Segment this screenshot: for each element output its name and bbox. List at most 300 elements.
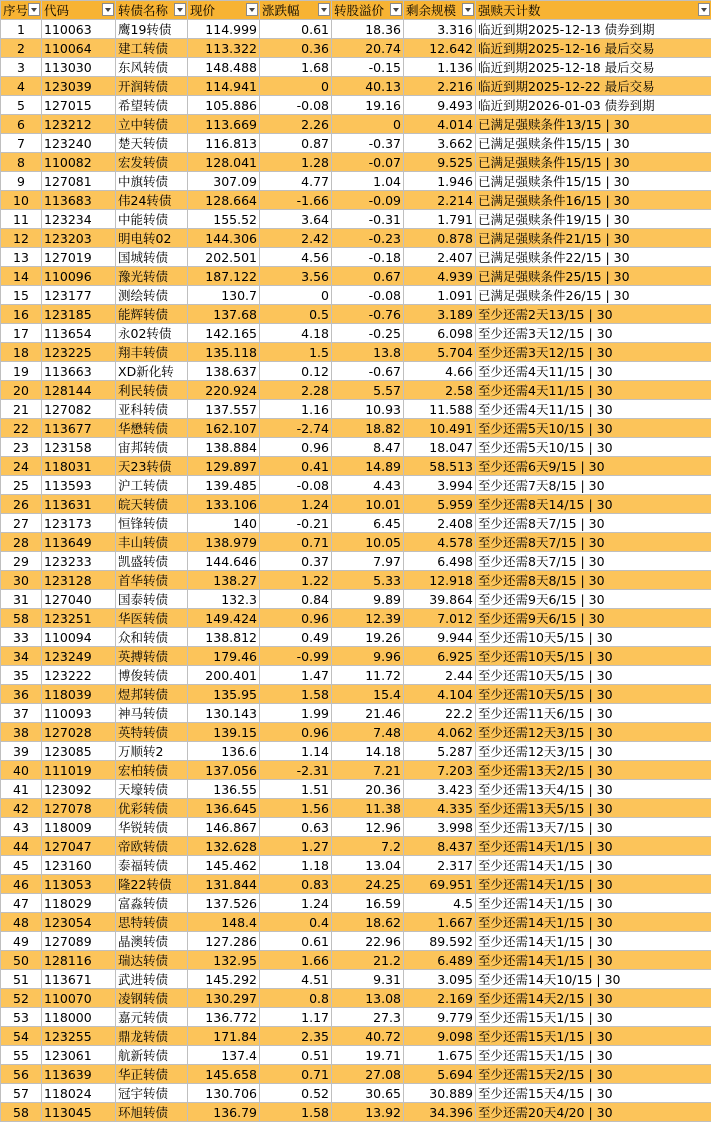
cell-remaining[interactable]: 2.44 — [404, 666, 476, 685]
cell-redeem-count[interactable]: 至少还需4天11/15 | 30 — [476, 400, 711, 419]
cell-redeem-count[interactable]: 至少还需20天4/20 | 30 — [476, 1103, 711, 1122]
cell-price[interactable]: 131.844 — [188, 875, 260, 894]
cell-premium[interactable]: 7.48 — [332, 723, 404, 742]
cell-remaining[interactable]: 6.489 — [404, 951, 476, 970]
cell-remaining[interactable]: 6.498 — [404, 552, 476, 571]
cell-remaining[interactable]: 3.423 — [404, 780, 476, 799]
cell-code[interactable]: 113631 — [42, 495, 116, 514]
cell-price[interactable]: 128.041 — [188, 153, 260, 172]
cell-code[interactable]: 127089 — [42, 932, 116, 951]
cell-price[interactable]: 202.501 — [188, 248, 260, 267]
cell-premium[interactable]: 6.45 — [332, 514, 404, 533]
cell-name[interactable]: 凌钢转债 — [116, 989, 188, 1008]
cell-price[interactable]: 135.118 — [188, 343, 260, 362]
cell-premium[interactable]: 11.38 — [332, 799, 404, 818]
cell-redeem-count[interactable]: 至少还需7天8/15 | 30 — [476, 476, 711, 495]
cell-change[interactable]: 0.49 — [260, 628, 332, 647]
cell-redeem-count[interactable]: 至少还需15天4/15 | 30 — [476, 1084, 711, 1103]
cell-remaining[interactable]: 2.169 — [404, 989, 476, 1008]
header-cell-price[interactable] — [188, 1, 260, 20]
cell-price[interactable]: 129.897 — [188, 457, 260, 476]
cell-price[interactable]: 138.637 — [188, 362, 260, 381]
cell-name[interactable]: 泰福转债 — [116, 856, 188, 875]
cell-price[interactable]: 114.941 — [188, 77, 260, 96]
cell-price[interactable]: 155.52 — [188, 210, 260, 229]
cell-price[interactable]: 145.462 — [188, 856, 260, 875]
cell-code[interactable]: 123085 — [42, 742, 116, 761]
cell-premium[interactable]: -0.15 — [332, 58, 404, 77]
cell-index[interactable]: 44 — [1, 837, 42, 856]
cell-index[interactable]: 17 — [1, 324, 42, 343]
cell-code[interactable]: 110082 — [42, 153, 116, 172]
cell-code[interactable]: 123185 — [42, 305, 116, 324]
cell-remaining[interactable]: 2.317 — [404, 856, 476, 875]
cell-index[interactable]: 26 — [1, 495, 42, 514]
cell-change[interactable]: 2.28 — [260, 381, 332, 400]
cell-index[interactable]: 21 — [1, 400, 42, 419]
cell-remaining[interactable]: 9.944 — [404, 628, 476, 647]
cell-change[interactable]: -0.21 — [260, 514, 332, 533]
cell-name[interactable]: 瑞达转债 — [116, 951, 188, 970]
cell-index[interactable]: 24 — [1, 457, 42, 476]
cell-index[interactable]: 20 — [1, 381, 42, 400]
cell-name[interactable]: 宏发转债 — [116, 153, 188, 172]
cell-index[interactable]: 49 — [1, 932, 42, 951]
cell-change[interactable]: 1.28 — [260, 153, 332, 172]
cell-premium[interactable]: 19.26 — [332, 628, 404, 647]
cell-change[interactable]: 2.26 — [260, 115, 332, 134]
cell-change[interactable]: 0.61 — [260, 20, 332, 39]
cell-name[interactable]: 华懋转债 — [116, 419, 188, 438]
cell-code[interactable]: 123158 — [42, 438, 116, 457]
cell-premium[interactable]: 14.18 — [332, 742, 404, 761]
cell-name[interactable]: 隆22转债 — [116, 875, 188, 894]
cell-redeem-count[interactable]: 临近到期2025-12-22 最后交易 — [476, 77, 711, 96]
cell-name[interactable]: 神马转债 — [116, 704, 188, 723]
header-cell-premium[interactable] — [332, 1, 404, 20]
cell-price[interactable]: 200.401 — [188, 666, 260, 685]
cell-remaining[interactable]: 1.136 — [404, 58, 476, 77]
cell-index[interactable]: 13 — [1, 248, 42, 267]
cell-redeem-count[interactable]: 至少还需3天12/15 | 30 — [476, 343, 711, 362]
cell-name[interactable]: 富淼转债 — [116, 894, 188, 913]
cell-redeem-count[interactable]: 至少还需3天12/15 | 30 — [476, 324, 711, 343]
cell-name[interactable]: 鹰19转债 — [116, 20, 188, 39]
cell-remaining[interactable]: 4.335 — [404, 799, 476, 818]
cell-code[interactable]: 118029 — [42, 894, 116, 913]
cell-change[interactable]: 1.27 — [260, 837, 332, 856]
cell-redeem-count[interactable]: 至少还需14天1/15 | 30 — [476, 894, 711, 913]
cell-remaining[interactable]: 2.58 — [404, 381, 476, 400]
cell-redeem-count[interactable]: 至少还需12天3/15 | 30 — [476, 723, 711, 742]
cell-premium[interactable]: 1.04 — [332, 172, 404, 191]
cell-price[interactable]: 130.297 — [188, 989, 260, 1008]
cell-remaining[interactable]: 9.098 — [404, 1027, 476, 1046]
cell-redeem-count[interactable]: 至少还需10天5/15 | 30 — [476, 666, 711, 685]
cell-change[interactable]: 1.51 — [260, 780, 332, 799]
cell-redeem-count[interactable]: 已满足强赎条件13/15 | 30 — [476, 115, 711, 134]
cell-price[interactable]: 220.924 — [188, 381, 260, 400]
cell-name[interactable]: 希望转债 — [116, 96, 188, 115]
cell-redeem-count[interactable]: 至少还需11天6/15 | 30 — [476, 704, 711, 723]
cell-premium[interactable]: 21.46 — [332, 704, 404, 723]
cell-premium[interactable]: 10.05 — [332, 533, 404, 552]
cell-premium[interactable]: 7.97 — [332, 552, 404, 571]
cell-change[interactable]: 0.41 — [260, 457, 332, 476]
cell-index[interactable]: 14 — [1, 267, 42, 286]
cell-premium[interactable]: 24.25 — [332, 875, 404, 894]
cell-redeem-count[interactable]: 至少还需12天3/15 | 30 — [476, 742, 711, 761]
cell-premium[interactable]: 8.47 — [332, 438, 404, 457]
cell-change[interactable]: 4.18 — [260, 324, 332, 343]
cell-code[interactable]: 113677 — [42, 419, 116, 438]
filter-dropdown-icon[interactable] — [318, 3, 330, 16]
cell-name[interactable]: 天23转债 — [116, 457, 188, 476]
cell-remaining[interactable]: 69.951 — [404, 875, 476, 894]
cell-remaining[interactable]: 9.779 — [404, 1008, 476, 1027]
cell-name[interactable]: 开润转债 — [116, 77, 188, 96]
cell-price[interactable]: 132.95 — [188, 951, 260, 970]
cell-name[interactable]: 英搏转债 — [116, 647, 188, 666]
cell-premium[interactable]: 21.2 — [332, 951, 404, 970]
cell-premium[interactable]: 40.72 — [332, 1027, 404, 1046]
cell-premium[interactable]: 13.8 — [332, 343, 404, 362]
cell-premium[interactable]: 5.33 — [332, 571, 404, 590]
cell-remaining[interactable]: 6.925 — [404, 647, 476, 666]
cell-index[interactable]: 29 — [1, 552, 42, 571]
cell-premium[interactable]: -0.76 — [332, 305, 404, 324]
cell-price[interactable]: 148.488 — [188, 58, 260, 77]
cell-remaining[interactable]: 12.642 — [404, 39, 476, 58]
cell-change[interactable]: 1.47 — [260, 666, 332, 685]
cell-redeem-count[interactable]: 至少还需10天5/15 | 30 — [476, 647, 711, 666]
cell-name[interactable]: 能辉转债 — [116, 305, 188, 324]
cell-price[interactable]: 136.6 — [188, 742, 260, 761]
cell-price[interactable]: 136.79 — [188, 1103, 260, 1122]
cell-change[interactable]: 0 — [260, 286, 332, 305]
filter-dropdown-icon[interactable] — [462, 3, 474, 16]
cell-index[interactable]: 10 — [1, 191, 42, 210]
cell-price[interactable]: 307.09 — [188, 172, 260, 191]
cell-price[interactable]: 146.867 — [188, 818, 260, 837]
cell-redeem-count[interactable]: 至少还需15天1/15 | 30 — [476, 1027, 711, 1046]
cell-redeem-count[interactable]: 至少还需13天2/15 | 30 — [476, 761, 711, 780]
cell-change[interactable]: -0.08 — [260, 96, 332, 115]
cell-code[interactable]: 123173 — [42, 514, 116, 533]
cell-redeem-count[interactable]: 临近到期2026-01-03 债券到期 — [476, 96, 711, 115]
cell-name[interactable]: 博俊转债 — [116, 666, 188, 685]
cell-remaining[interactable]: 2.214 — [404, 191, 476, 210]
cell-change[interactable]: 4.51 — [260, 970, 332, 989]
cell-redeem-count[interactable]: 至少还需8天7/15 | 30 — [476, 533, 711, 552]
cell-price[interactable]: 132.628 — [188, 837, 260, 856]
cell-premium[interactable]: 4.43 — [332, 476, 404, 495]
cell-premium[interactable]: 30.65 — [332, 1084, 404, 1103]
cell-index[interactable]: 25 — [1, 476, 42, 495]
cell-name[interactable]: 中旗转债 — [116, 172, 188, 191]
cell-premium[interactable]: -0.23 — [332, 229, 404, 248]
cell-name[interactable]: 武进转债 — [116, 970, 188, 989]
cell-change[interactable]: 1.66 — [260, 951, 332, 970]
cell-index[interactable]: 3 — [1, 58, 42, 77]
cell-index[interactable]: 31 — [1, 590, 42, 609]
cell-index[interactable]: 58 — [1, 1103, 42, 1122]
cell-remaining[interactable]: 12.918 — [404, 571, 476, 590]
cell-index[interactable]: 2 — [1, 39, 42, 58]
header-cell-code[interactable] — [42, 1, 116, 20]
cell-name[interactable]: 煜邦转债 — [116, 685, 188, 704]
cell-premium[interactable]: 13.92 — [332, 1103, 404, 1122]
cell-redeem-count[interactable]: 至少还需10天5/15 | 30 — [476, 685, 711, 704]
cell-remaining[interactable]: 6.098 — [404, 324, 476, 343]
filter-dropdown-icon[interactable] — [698, 3, 710, 16]
cell-code[interactable]: 123128 — [42, 571, 116, 590]
cell-index[interactable]: 28 — [1, 533, 42, 552]
cell-price[interactable]: 128.664 — [188, 191, 260, 210]
cell-name[interactable]: 国城转债 — [116, 248, 188, 267]
cell-name[interactable]: 国泰转债 — [116, 590, 188, 609]
cell-redeem-count[interactable]: 至少还需5天10/15 | 30 — [476, 438, 711, 457]
cell-change[interactable]: 0.61 — [260, 932, 332, 951]
cell-code[interactable]: 123212 — [42, 115, 116, 134]
cell-index[interactable]: 38 — [1, 723, 42, 742]
cell-code[interactable]: 127047 — [42, 837, 116, 856]
cell-change[interactable]: -0.99 — [260, 647, 332, 666]
cell-index[interactable]: 50 — [1, 951, 42, 970]
cell-remaining[interactable]: 2.407 — [404, 248, 476, 267]
cell-name[interactable]: 丰山转债 — [116, 533, 188, 552]
cell-remaining[interactable]: 3.189 — [404, 305, 476, 324]
cell-price[interactable]: 162.107 — [188, 419, 260, 438]
cell-code[interactable]: 113649 — [42, 533, 116, 552]
header-cell-change[interactable] — [260, 1, 332, 20]
cell-redeem-count[interactable]: 已满足强赎条件15/15 | 30 — [476, 153, 711, 172]
cell-change[interactable]: 0.63 — [260, 818, 332, 837]
cell-code[interactable]: 110070 — [42, 989, 116, 1008]
cell-index[interactable]: 36 — [1, 685, 42, 704]
cell-redeem-count[interactable]: 已满足强赎条件15/15 | 30 — [476, 172, 711, 191]
cell-name[interactable]: 永02转债 — [116, 324, 188, 343]
cell-index[interactable]: 51 — [1, 970, 42, 989]
cell-premium[interactable]: 14.89 — [332, 457, 404, 476]
cell-code[interactable]: 113593 — [42, 476, 116, 495]
cell-redeem-count[interactable]: 至少还需2天13/15 | 30 — [476, 305, 711, 324]
cell-index[interactable]: 45 — [1, 856, 42, 875]
cell-index[interactable]: 4 — [1, 77, 42, 96]
cell-name[interactable]: 楚天转债 — [116, 134, 188, 153]
cell-redeem-count[interactable]: 至少还需15天2/15 | 30 — [476, 1065, 711, 1084]
cell-index[interactable]: 47 — [1, 894, 42, 913]
cell-premium[interactable]: 18.36 — [332, 20, 404, 39]
cell-name[interactable]: 万顺转2 — [116, 742, 188, 761]
cell-index[interactable]: 6 — [1, 115, 42, 134]
cell-price[interactable]: 148.4 — [188, 913, 260, 932]
cell-name[interactable]: 皖天转债 — [116, 495, 188, 514]
cell-redeem-count[interactable]: 已满足强赎条件21/15 | 30 — [476, 229, 711, 248]
cell-premium[interactable]: -0.08 — [332, 286, 404, 305]
cell-redeem-count[interactable]: 至少还需14天1/15 | 30 — [476, 856, 711, 875]
cell-premium[interactable]: 11.72 — [332, 666, 404, 685]
cell-code[interactable]: 123233 — [42, 552, 116, 571]
cell-price[interactable]: 136.772 — [188, 1008, 260, 1027]
cell-name[interactable]: 天壕转债 — [116, 780, 188, 799]
cell-redeem-count[interactable]: 至少还需13天5/15 | 30 — [476, 799, 711, 818]
cell-code[interactable]: 123177 — [42, 286, 116, 305]
cell-redeem-count[interactable]: 临近到期2025-12-16 最后交易 — [476, 39, 711, 58]
cell-name[interactable]: 利民转债 — [116, 381, 188, 400]
cell-change[interactable]: 0.52 — [260, 1084, 332, 1103]
cell-code[interactable]: 127040 — [42, 590, 116, 609]
cell-name[interactable]: 沪工转债 — [116, 476, 188, 495]
cell-name[interactable]: 航新转债 — [116, 1046, 188, 1065]
cell-name[interactable]: 首华转债 — [116, 571, 188, 590]
cell-change[interactable]: 0.4 — [260, 913, 332, 932]
cell-code[interactable]: 128144 — [42, 381, 116, 400]
cell-code[interactable]: 113639 — [42, 1065, 116, 1084]
cell-redeem-count[interactable]: 至少还需4天11/15 | 30 — [476, 381, 711, 400]
cell-code[interactable]: 127019 — [42, 248, 116, 267]
cell-change[interactable]: 2.35 — [260, 1027, 332, 1046]
cell-name[interactable]: XD新化转 — [116, 362, 188, 381]
cell-change[interactable]: 1.22 — [260, 571, 332, 590]
cell-change[interactable]: 1.16 — [260, 400, 332, 419]
cell-index[interactable]: 52 — [1, 989, 42, 1008]
cell-change[interactable]: -2.31 — [260, 761, 332, 780]
cell-price[interactable]: 132.3 — [188, 590, 260, 609]
filter-dropdown-icon[interactable] — [102, 3, 114, 16]
cell-name[interactable]: 鼎龙转债 — [116, 1027, 188, 1046]
cell-remaining[interactable]: 89.592 — [404, 932, 476, 951]
header-cell-name[interactable] — [116, 1, 188, 20]
cell-remaining[interactable]: 3.662 — [404, 134, 476, 153]
cell-code[interactable]: 118031 — [42, 457, 116, 476]
cell-change[interactable]: 1.58 — [260, 685, 332, 704]
cell-code[interactable]: 113671 — [42, 970, 116, 989]
cell-name[interactable]: 凯盛转债 — [116, 552, 188, 571]
cell-code[interactable]: 110064 — [42, 39, 116, 58]
cell-index[interactable]: 40 — [1, 761, 42, 780]
cell-price[interactable]: 130.706 — [188, 1084, 260, 1103]
cell-index[interactable]: 55 — [1, 1046, 42, 1065]
cell-change[interactable]: 0.8 — [260, 989, 332, 1008]
cell-index[interactable]: 11 — [1, 210, 42, 229]
cell-index[interactable]: 8 — [1, 153, 42, 172]
cell-code[interactable]: 113663 — [42, 362, 116, 381]
cell-redeem-count[interactable]: 至少还需10天5/15 | 30 — [476, 628, 711, 647]
cell-price[interactable]: 144.646 — [188, 552, 260, 571]
cell-redeem-count[interactable]: 至少还需8天7/15 | 30 — [476, 552, 711, 571]
cell-change[interactable]: 3.64 — [260, 210, 332, 229]
cell-name[interactable]: 宏柏转债 — [116, 761, 188, 780]
cell-premium[interactable]: 0 — [332, 115, 404, 134]
cell-index[interactable]: 23 — [1, 438, 42, 457]
cell-premium[interactable]: 12.39 — [332, 609, 404, 628]
cell-name[interactable]: 东风转债 — [116, 58, 188, 77]
cell-change[interactable]: 0.51 — [260, 1046, 332, 1065]
cell-remaining[interactable]: 3.095 — [404, 970, 476, 989]
cell-redeem-count[interactable]: 至少还需8天7/15 | 30 — [476, 514, 711, 533]
cell-remaining[interactable]: 0.878 — [404, 229, 476, 248]
cell-price[interactable]: 145.658 — [188, 1065, 260, 1084]
cell-change[interactable]: 1.68 — [260, 58, 332, 77]
cell-price[interactable]: 116.813 — [188, 134, 260, 153]
cell-code[interactable]: 113683 — [42, 191, 116, 210]
cell-remaining[interactable]: 3.994 — [404, 476, 476, 495]
cell-code[interactable]: 123092 — [42, 780, 116, 799]
cell-change[interactable]: 0.96 — [260, 438, 332, 457]
cell-name[interactable]: 建工转债 — [116, 39, 188, 58]
cell-code[interactable]: 128116 — [42, 951, 116, 970]
cell-code[interactable]: 110093 — [42, 704, 116, 723]
cell-premium[interactable]: 22.96 — [332, 932, 404, 951]
cell-premium[interactable]: 18.82 — [332, 419, 404, 438]
cell-premium[interactable]: 13.04 — [332, 856, 404, 875]
cell-change[interactable]: 0.71 — [260, 533, 332, 552]
cell-change[interactable]: 0.83 — [260, 875, 332, 894]
cell-price[interactable]: 138.884 — [188, 438, 260, 457]
cell-price[interactable]: 137.4 — [188, 1046, 260, 1065]
cell-code[interactable]: 113045 — [42, 1103, 116, 1122]
cell-index[interactable]: 56 — [1, 1065, 42, 1084]
cell-code[interactable]: 123039 — [42, 77, 116, 96]
cell-premium[interactable]: 7.2 — [332, 837, 404, 856]
cell-name[interactable]: 晶澳转债 — [116, 932, 188, 951]
cell-remaining[interactable]: 18.047 — [404, 438, 476, 457]
cell-change[interactable]: 0.37 — [260, 552, 332, 571]
cell-code[interactable]: 110094 — [42, 628, 116, 647]
cell-price[interactable]: 137.68 — [188, 305, 260, 324]
cell-redeem-count[interactable]: 至少还需14天1/15 | 30 — [476, 837, 711, 856]
cell-index[interactable]: 57 — [1, 1084, 42, 1103]
cell-name[interactable]: 立中转债 — [116, 115, 188, 134]
cell-redeem-count[interactable]: 至少还需14天2/15 | 30 — [476, 989, 711, 1008]
cell-price[interactable]: 130.7 — [188, 286, 260, 305]
cell-redeem-count[interactable]: 至少还需9天6/15 | 30 — [476, 609, 711, 628]
cell-price[interactable]: 127.286 — [188, 932, 260, 951]
cell-premium[interactable]: 27.08 — [332, 1065, 404, 1084]
cell-name[interactable]: 嘉元转债 — [116, 1008, 188, 1027]
cell-price[interactable]: 142.165 — [188, 324, 260, 343]
cell-change[interactable]: 0.5 — [260, 305, 332, 324]
cell-name[interactable]: 中能转债 — [116, 210, 188, 229]
cell-index[interactable]: 53 — [1, 1008, 42, 1027]
cell-code[interactable]: 123222 — [42, 666, 116, 685]
cell-change[interactable]: 0.36 — [260, 39, 332, 58]
cell-redeem-count[interactable]: 至少还需9天6/15 | 30 — [476, 590, 711, 609]
cell-premium[interactable]: 0.67 — [332, 267, 404, 286]
cell-name[interactable]: 众和转债 — [116, 628, 188, 647]
cell-redeem-count[interactable]: 至少还需13天4/15 | 30 — [476, 780, 711, 799]
cell-price[interactable]: 171.84 — [188, 1027, 260, 1046]
cell-remaining[interactable]: 39.864 — [404, 590, 476, 609]
cell-premium[interactable]: -0.09 — [332, 191, 404, 210]
cell-remaining[interactable]: 4.939 — [404, 267, 476, 286]
cell-price[interactable]: 140 — [188, 514, 260, 533]
cell-index[interactable]: 42 — [1, 799, 42, 818]
cell-remaining[interactable]: 7.012 — [404, 609, 476, 628]
cell-remaining[interactable]: 1.675 — [404, 1046, 476, 1065]
cell-change[interactable]: 1.56 — [260, 799, 332, 818]
cell-name[interactable]: 伟24转债 — [116, 191, 188, 210]
cell-index[interactable]: 27 — [1, 514, 42, 533]
cell-name[interactable]: 优彩转债 — [116, 799, 188, 818]
cell-remaining[interactable]: 1.091 — [404, 286, 476, 305]
filter-dropdown-icon[interactable] — [246, 3, 258, 16]
cell-redeem-count[interactable]: 已满足强赎条件15/15 | 30 — [476, 134, 711, 153]
cell-redeem-count[interactable]: 已满足强赎条件16/15 | 30 — [476, 191, 711, 210]
cell-index[interactable]: 22 — [1, 419, 42, 438]
cell-index[interactable]: 54 — [1, 1027, 42, 1046]
